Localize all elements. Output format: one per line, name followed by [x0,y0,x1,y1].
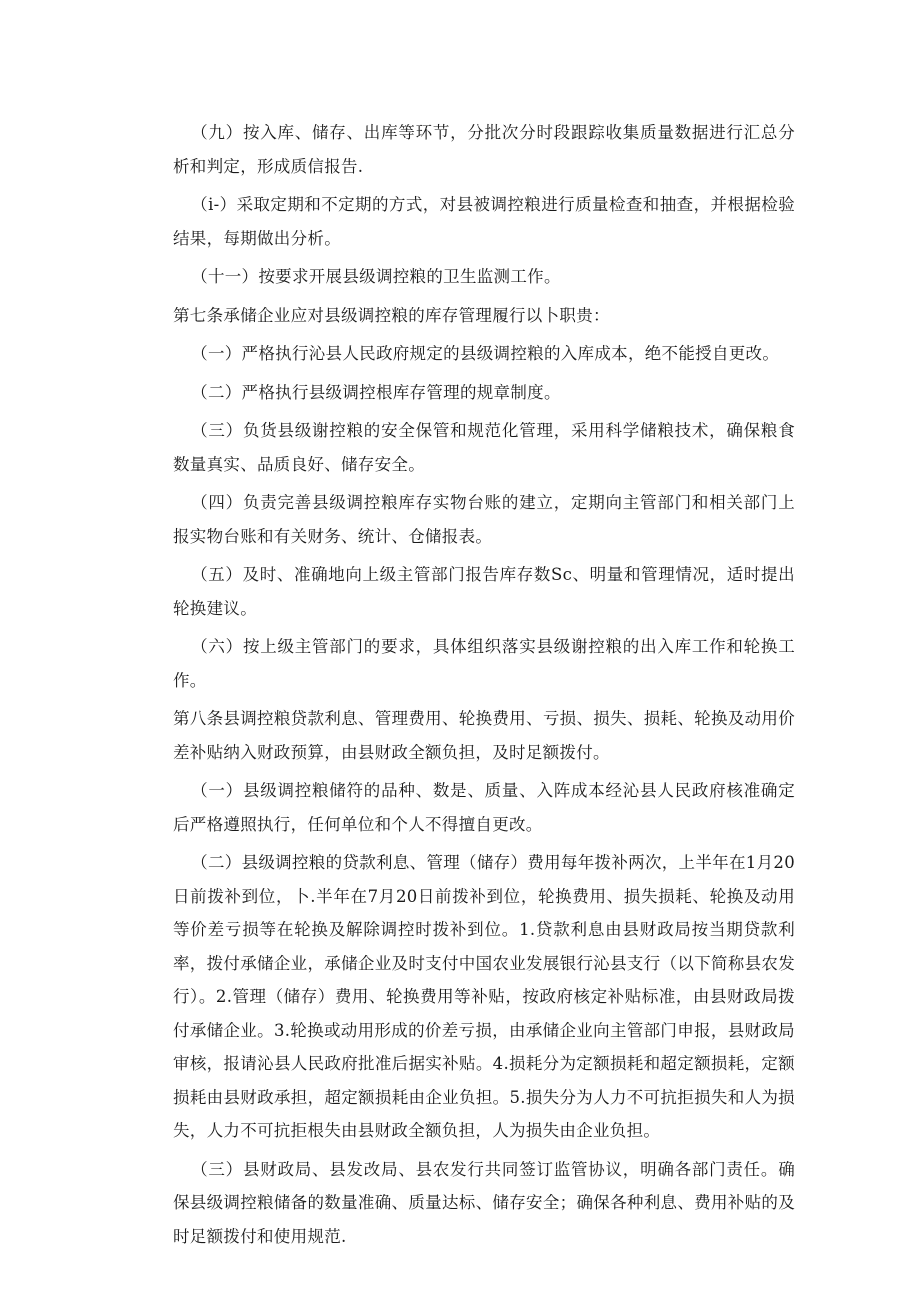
document-body [173,116,795,1258]
paragraph-article8-item-1: （一）县级调控粮储符的品种、数是、质量、入阵成本经沁县人民政府核准确定后严格遵照执行，任何单位和个人不得擅自更改。 [173,781,795,834]
paragraph-article7-item-4: （四）负责完善县级调控粮库存实物台账的建立，定期向主管部门和相关部门上报实物台账和有关财务、统计、仓储报表。 [173,493,795,546]
paragraph-article8-item-2: （二）县级调控粮的贷款利息、管理（储存）费用每年拨补两次，上半年在1月20日前拨补到位，卜.半年在7月20日前拨补到位，轮换费用、损失损耗、轮换及动用等价差亏损等在轮换及解除调控时拨补到位。1.贷款利息由县财政局按当期贷款利率，拨付承储企业，承储企业及时支付中国农业发展银行沁县支行（以下简称县农发行）。2.管理（储存）费用、轮换费用等补贴，按政府核定补贴标准，由县财政局拨付承储企业。3.轮换或动用形成的价差亏损，由承储企业向主管部门申报，县财政局审核，报请沁县人民政府批准后据实补贴。4.损耗分为定额损耗和超定额损耗，定额损耗由县财政承担，超定额损耗由企业负担。5.损失分为人力不可抗拒损失和人为损失，人力不可抗拒根失由县财政全额负担，人为损失由企业负担。 [173,853,795,1140]
paragraph-article-8: 第八条县调控粮贷款利息、管理费用、轮换费用、亏损、损失、损耗、轮换及动用价差补贴纳入财政预算，由县财政全额负担，及时足额拨付。 [173,709,795,762]
paragraph-article-7: 第七条承储企业应对县级调控粮的库存管理履行以卜职贵： [173,305,610,325]
paragraph-article7-item-2: （二）严格执行县级调控根库存管理的规章制度。 [191,382,561,402]
paragraph-article8-item-3: （三）县财政局、县发改局、县农发行共同签订监管协议，明确各部门责任。确保县级调控粮储备的数量准确、质量达标、储存安全；确保各种利息、费用补贴的及时足额拨付和使用规范. [173,1159,795,1246]
paragraph-article7-item-3: （三）负货县级谢控粮的安全保管和规范化管理，采用科学储粮技术，确保粮食数量真实、品质良好、储存安全。 [173,421,795,474]
paragraph-item-9: （九）按入库、储存、出库等环节，分批次分时段跟踪收集质量数据进行汇总分析和判定，形成质信报告. [173,123,795,176]
paragraph-article7-item-5: （五）及时、准确地向上级主管部门报告库存数Sc、明量和管理情况，适时提出轮换建议。 [173,565,795,618]
paragraph-article7-item-6: （六）按上级主管部门的要求，具体组织落实县级谢控粮的出入库工作和轮换工作。 [173,637,795,690]
paragraph-item-11: （十一）按要求开展县级调控粮的卫生监测工作。 [191,267,561,286]
paragraph-item-10: （i-）采取定期和不定期的方式，对县被调控粮进行质量检查和抽查，并根据检验结果，每期做出分析。 [173,195,795,248]
paragraph-article7-item-1: （一）严格执行沁县人民政府规定的县级调控粮的入库成本，绝不能授自更改。 [191,344,780,363]
